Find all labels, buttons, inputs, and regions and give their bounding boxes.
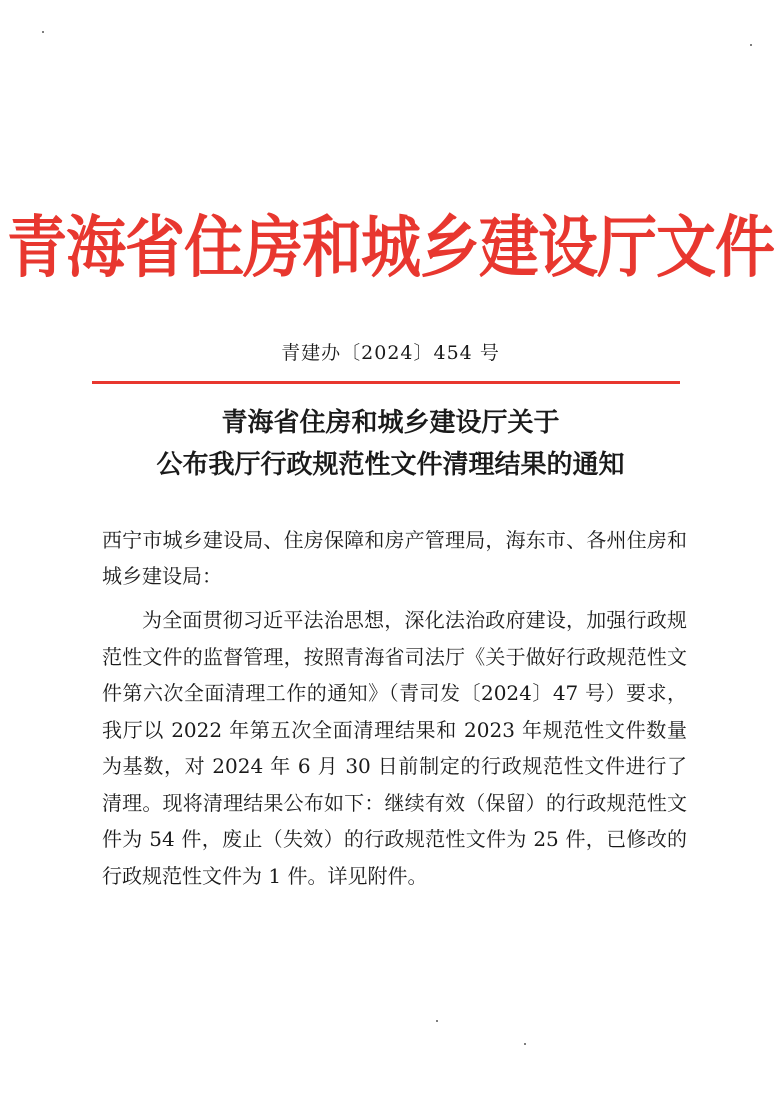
document-number: 青建办〔2024〕454 号 <box>281 342 500 364</box>
scan-speck <box>436 1020 438 1022</box>
notice-title <box>0 402 781 486</box>
scan-speck <box>42 31 44 33</box>
addressee: 西宁市城乡建设局、住房保障和房产管理局，海东市、各州住房和城乡建设局： <box>102 528 687 588</box>
scan-speck <box>750 44 752 46</box>
issuer-banner: 青海省住房和城乡建设厅文件 <box>7 208 774 288</box>
body-paragraph: 为全面贯彻习近平法治思想，深化法治政府建设，加强行政规范性文件的监督管理，按照青海省司法厅《关于做好行政规范性文件第六次全面清理工作的通知》（青司发〔2024〕47 号）要求，我厅以 2022 年第五次全面清理结果和 2023 年规范性文件数量为基数，对 2024 年 6 月 30 日前制定的行政规范性文件进行了清理。现将清理结果公布如下：继续有效（保留）的行政规范性文件为 54 件，废止（失效）的行政规范性文件为 25 件，已修改的行政规范性文件为 1 件。详见附件。 <box>102 608 687 888</box>
notice-title-line-1: 青海省住房和城乡建设厅关于 <box>221 408 560 438</box>
notice-title-line-2: 公布我厅行政规范性文件清理结果的通知 <box>156 450 625 480</box>
red-separator-line <box>92 381 680 384</box>
scan-speck <box>524 1043 526 1045</box>
